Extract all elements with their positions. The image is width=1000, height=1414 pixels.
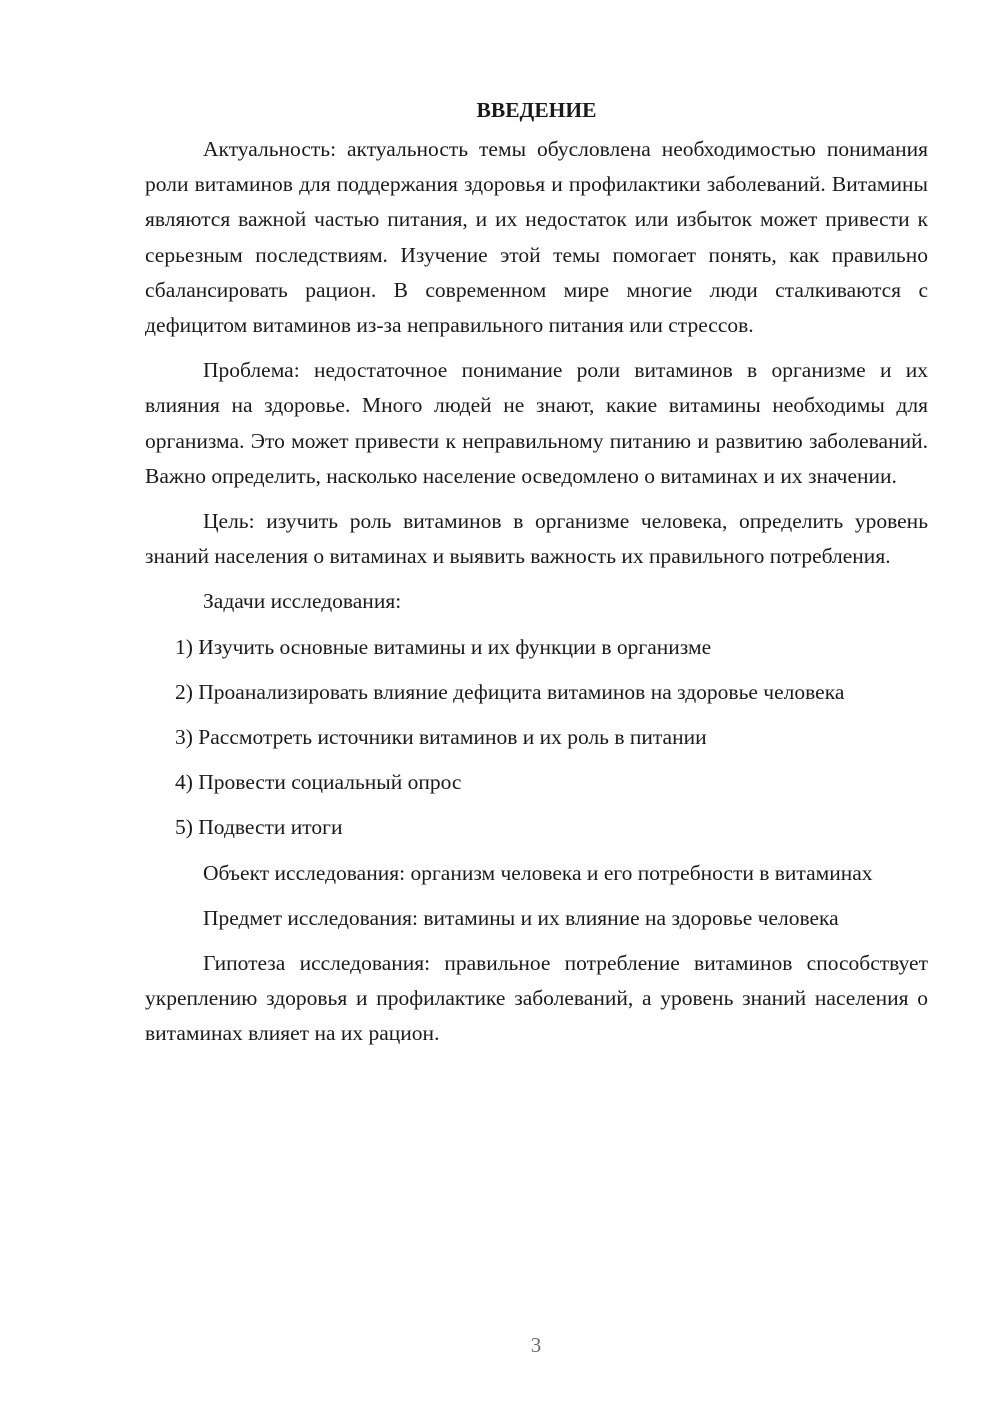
task-item: 2) Проанализировать влияние дефицита витаминов на здоровье человека (175, 679, 845, 704)
section-heading: ВВЕДЕНИЕ (476, 98, 597, 122)
document-page (145, 92, 928, 1062)
problem-paragraph: Проблема: недостаточное понимание роли витаминов в организме и их влияния на здоровье. Много людей не знают, какие витамины необходимы для организма. Это может привести к неправильному питанию и развитию заболеваний. Важно определить, насколько население осведомлено о витаминах и их значении. (145, 358, 928, 488)
object-paragraph: Объект исследования: организм человека и его потребности в витаминах (203, 860, 873, 885)
page-number: 3 (530, 1333, 542, 1357)
relevance-paragraph: Актуальность: актуальность темы обусловлена необходимостью понимания роли витаминов для поддержания здоровья и профилактики заболеваний. Витамины являются важной частью питания, и их недостаток или избыток может привести к серьезным последствиям. Изучение этой темы помогает понять, как правильно сбалансировать рацион. В современном мире многие люди сталкиваются с дефицитом витаминов из-за неправильного питания или стрессов. (145, 137, 928, 338)
hypothesis-paragraph: Гипотеза исследования: правильное потребление витаминов способствует укреплению здоровья и профилактике заболеваний, а уровень знаний населения о витаминах влияет на их рацион. (145, 951, 928, 1046)
goal-paragraph: Цель: изучить роль витаминов в организме человека, определить уровень знаний населения о витаминах и выявить важность их правильного потребления. (145, 509, 928, 569)
subject-paragraph: Предмет исследования: витамины и их влияние на здоровье человека (203, 905, 839, 930)
tasks-title: Задачи исследования: (203, 589, 402, 614)
task-item: 3) Рассмотреть источники витаминов и их роль в питании (175, 725, 707, 750)
task-item: 4) Провести социальный опрос (175, 770, 462, 795)
task-item: 1) Изучить основные витамины и их функции в организме (175, 634, 712, 659)
task-item: 5) Подвести итоги (175, 815, 343, 840)
